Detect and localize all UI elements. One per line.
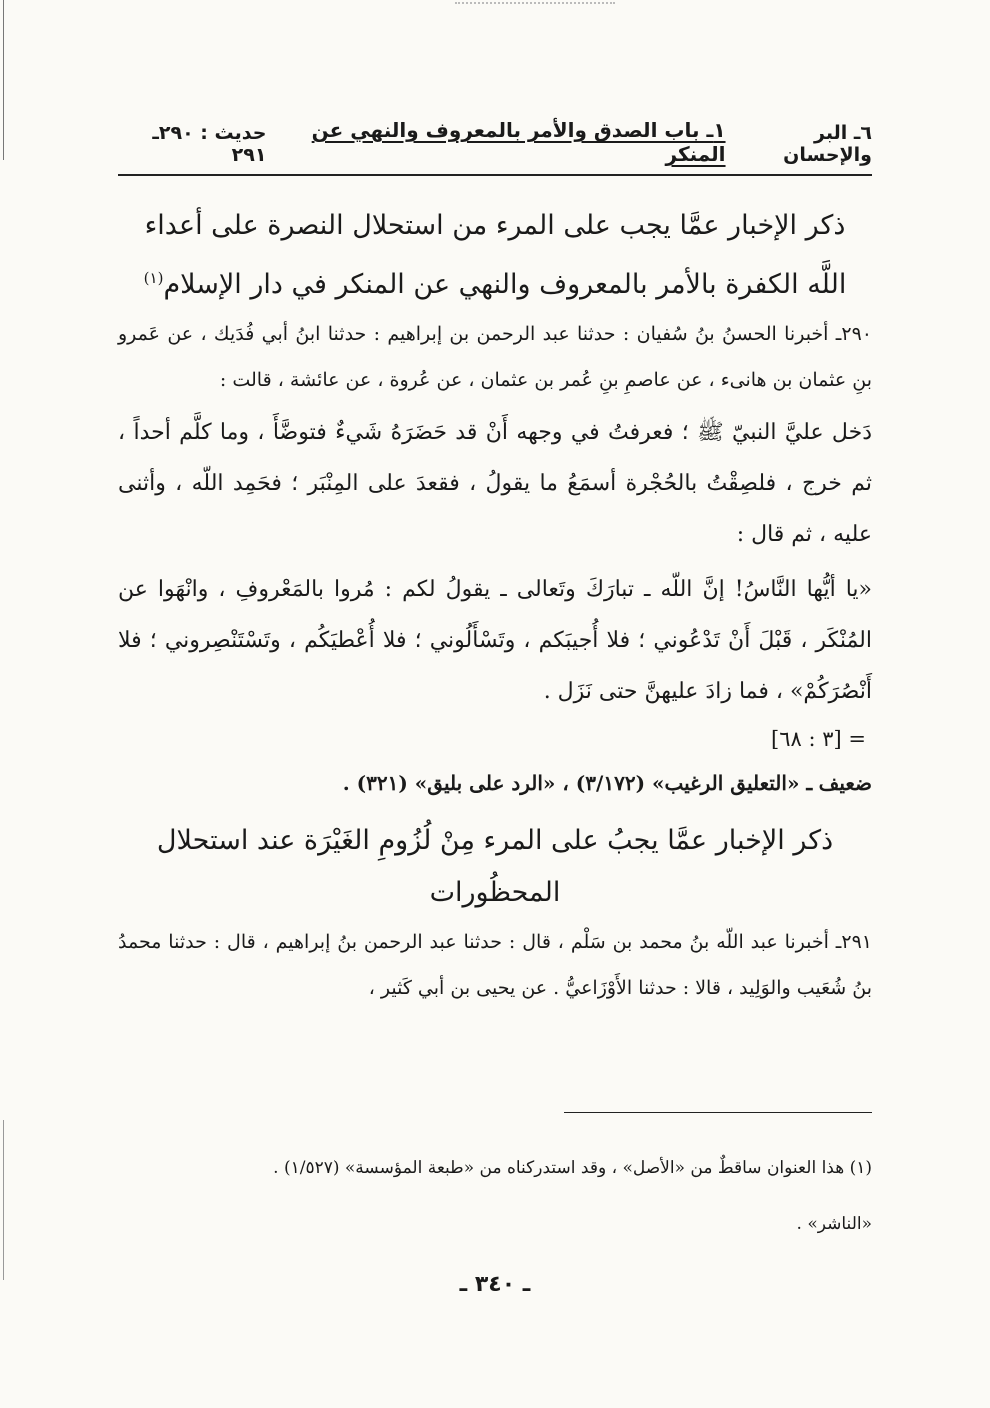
- grading-line: [118, 761, 872, 805]
- footnote-1-line-1: (١) هذا العنوان ساقطٌ من «الأصل» ، وقد استدركناه من «طبعة المؤسسة» (١/٥٢٧) .: [273, 1158, 872, 1178]
- chapter-heading-1: [128, 200, 862, 311]
- heading-text: ذكر الإخبار عمَّا يجب على المرء من استحلال النصرة على أعداء اللَّه الكفرة بالأمر بالمعروف والنهي عن المنكر في دار الإسلام: [144, 210, 847, 300]
- chapter-title: ٦ـ البر والإحسان: [783, 122, 872, 166]
- grade-label: ضعيف: [818, 771, 872, 795]
- scan-edge-line: [3, 0, 4, 160]
- header-rule: [118, 174, 872, 176]
- footnotes: [118, 1140, 872, 1252]
- grade-sources: ـ «التعليق الرغيب» (٣/١٧٢) ، «الرد على بليق» (٣٢١) .: [342, 771, 813, 795]
- footnote-1-line-2: «الناشر» .: [796, 1214, 872, 1234]
- matn-290-narrative: دَخل عليَّ النبيّ ﷺ ؛ فعرفتُ في وجهه أَنْ قد حَضَرَهُ شَيءٌ فتوضَّأَ ، وما كلَّم أحداً ، ثم خرج ، فلصِقْتُ بالحُجْرة أسمَعُ ما يقولُ ، فقعدَ على المِنْبَر ؛ فحَمِد اللّه ، وأثنى عليه ، ثم قال :: [118, 420, 872, 547]
- footnote-marker: (١): [143, 269, 164, 287]
- page-number: ـ ٣٤٠ ـ: [459, 1272, 531, 1297]
- cross-reference: = [٣ : ٦٨]: [771, 727, 866, 751]
- chapter-heading-2: ذكر الإخبار عمَّا يجبُ على المرء مِنْ لُزُومِ الغَيْرَة عند استحلال المحظُورات: [156, 825, 834, 908]
- main-text: [118, 190, 872, 1011]
- running-head: [118, 118, 872, 166]
- hadith-range: حديث : ٢٩٠ـ ٢٩١: [152, 122, 267, 166]
- isnad-290: ٢٩٠ـ أخبرنا الحسنُ بنُ سُفيان : حدثنا عبد الرحمن بن إبراهيم : حدثنا ابنُ أبي فُدَيك ، عن عَمرو بنِ عثمان بن هانىء ، عن عاصمِ بنِ عُمر بن عثمان ، عن عُروة ، عن عائشة ، قالت :: [118, 323, 872, 391]
- scan-dots: [455, 2, 615, 6]
- section-title: ١ـ باب الصدق والأمر بالمعروف والنهي عن المنكر: [311, 118, 726, 166]
- matn-290-speech: «يا أيُّها النَّاسُ! إنَّ اللّه ـ تبارَكَ وتَعالى ـ يقولُ لكم : مُروا بالمَعْروفِ ، وانْهَوا عن المُنْكَر ، قَبْلَ أَنْ تَدْعُوني ؛ فلا أُجيبَكم ، وتَسْأَلُوني ؛ فلا أُعْطيَكُم ، وتَسْتَنْصِروني ؛ فلا أَنْصُرَكُمْ» ، فما زادَ عليهنَّ حتى نَزَل .: [118, 577, 872, 704]
- scan-edge-line: [3, 1120, 4, 1280]
- isnad-291: ٢٩١ـ أخبرنا عبد اللّه بنُ محمد بن سَلْم ، قال : حدثنا عبد الرحمن بنُ إبراهيم ، قال : حدثنا محمدُ بنُ شُعَيب والوَلِيد ، قالا : حدثنا الأَوْزَاعيُّ . عن يحيى بن أبي كَثير ،: [118, 931, 872, 999]
- footnote-separator: [564, 1112, 872, 1113]
